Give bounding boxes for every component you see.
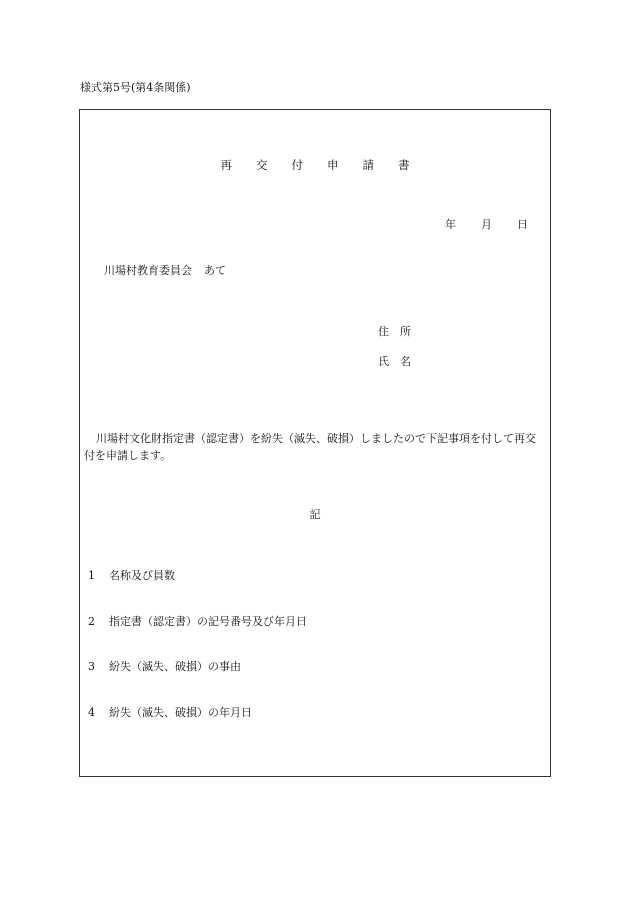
applicant-name-label: 氏 名: [378, 355, 411, 368]
item-number: 1: [88, 569, 95, 582]
form-number: 様式第5号(第4条関係): [80, 81, 191, 94]
date-line: [445, 216, 528, 232]
list-item: [88, 567, 175, 583]
request-statement: 川場村文化財指定書（認定書）を紛失（滅失、破損）しましたので下記事項を付して再交付を申請します。: [84, 432, 536, 462]
form-title: 再交付申請書: [220, 158, 434, 172]
list-item: [88, 704, 252, 720]
item-text: 紛失（滅失、破損）の年月日: [109, 706, 252, 719]
item-text: 紛失（滅失、破損）の事由: [109, 660, 241, 673]
addressee-name: 川場村教育委員会: [104, 264, 192, 277]
item-number: 3: [88, 660, 95, 673]
ki-heading: 記: [309, 508, 321, 521]
item-number: 4: [88, 706, 95, 719]
date-day: 日: [517, 218, 528, 231]
list-item: [88, 658, 241, 674]
date-month: 月: [481, 218, 492, 231]
list-item: [88, 613, 307, 629]
item-text: 指定書（認定書）の記号番号及び年月日: [109, 615, 307, 628]
item-text: 名称及び員数: [109, 569, 175, 582]
item-number: 2: [88, 615, 95, 628]
addressee-suffix: あて: [204, 264, 226, 277]
date-year: 年: [445, 218, 456, 231]
applicant-address-label: 住 所: [378, 325, 411, 338]
application-form: [79, 109, 551, 777]
addressee: [104, 262, 226, 278]
